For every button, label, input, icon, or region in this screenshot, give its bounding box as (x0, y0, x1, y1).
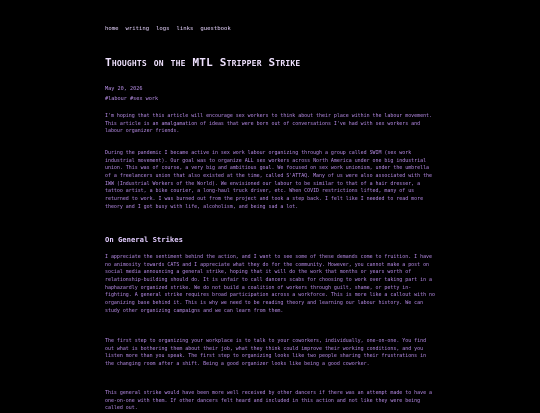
section-paragraph: This general strike would have been more well received by other dancers if there was an attempt made to have a one-on-one with them. If other dancers felt heard and included in this action and not like they were being called out. (105, 390, 432, 412)
tag-link-sex-work[interactable]: #sex work (130, 96, 159, 102)
post-tags (105, 96, 158, 103)
section-paragraph: I appreciate the sentiment behind the action, and I want to see some of these demands come to fruition. I have no animosity towards CATS and I appreciate what they do for the community. However, you cannot make a post on social media announcing a general strike, hoping that it will do the work that months or years worth of relationship-building should do. It is unfair to call dancers scabs for choosing to work over taking part in a haphazardly organized strike. We do not build a coalition of workers through guilt, shame, or petty in-fighting. A general strike requires broad participation across a workforce. This is more like a callout with no organizing base behind it. This is why we need to be reading theory and learning our labour history. We can study other organizing campaigns and we can learn from them. (105, 254, 435, 314)
nav-link-home[interactable]: home (105, 26, 119, 32)
nav-link-writing[interactable]: writing (125, 26, 150, 32)
nav-link-guestbook[interactable]: guestbook (200, 26, 231, 32)
post-date: May 20, 2026 (105, 86, 143, 92)
nav-link-logs[interactable]: logs (156, 26, 170, 32)
section-paragraph: The first step to organizing your workplace is to talk to your coworkers, individually, one-on-one. You find out what is bothering them about their job, what they think could improve their working conditions, and you listen more than you speak. The first step to organizing looks like two people sharing their frustrations in the changing room after a shift. Being a good organizer looks like being a good coworker. (105, 338, 427, 367)
site-nav (105, 26, 231, 33)
background-paragraph: During the pandemic I became active in sex work labour organizing through a group called SWIM (sex work industrial movement). Our goal was to organize ALL sex workers across North America under one big industrial union. This was of course, a very big and ambitious goal. We focused on sex work unionism, under the umbrella of a freelancers union that also existed at the time, called S'ATTAQ. Many of us were also associated with the IWW (Industrial Workers of the World). We envisioned our labour to be similar to that of a hair dresser, a tattoo artist, a bike courier, a long-haul truck driver, etc. When COVID restrictions lifted, many of us returned to work. I was burned out from the project and took a step back. I felt like I needed to read more theory and I got busy with life, alcoholism, and being sad a lot. (105, 150, 432, 210)
section-heading: On General Strikes (105, 235, 183, 244)
tag-link-labour[interactable]: #labour (105, 96, 127, 102)
intro-paragraph: I'm hoping that this article will encourage sex workers to think about their place within the labour movement. This article is an amalgamation of ideas that were born out of conversations I've had with sex workers and labour organizer friends. (105, 113, 432, 135)
post-title: Thoughts on the MTL Stripper Strike (105, 56, 301, 69)
nav-link-links[interactable]: links (176, 26, 194, 32)
